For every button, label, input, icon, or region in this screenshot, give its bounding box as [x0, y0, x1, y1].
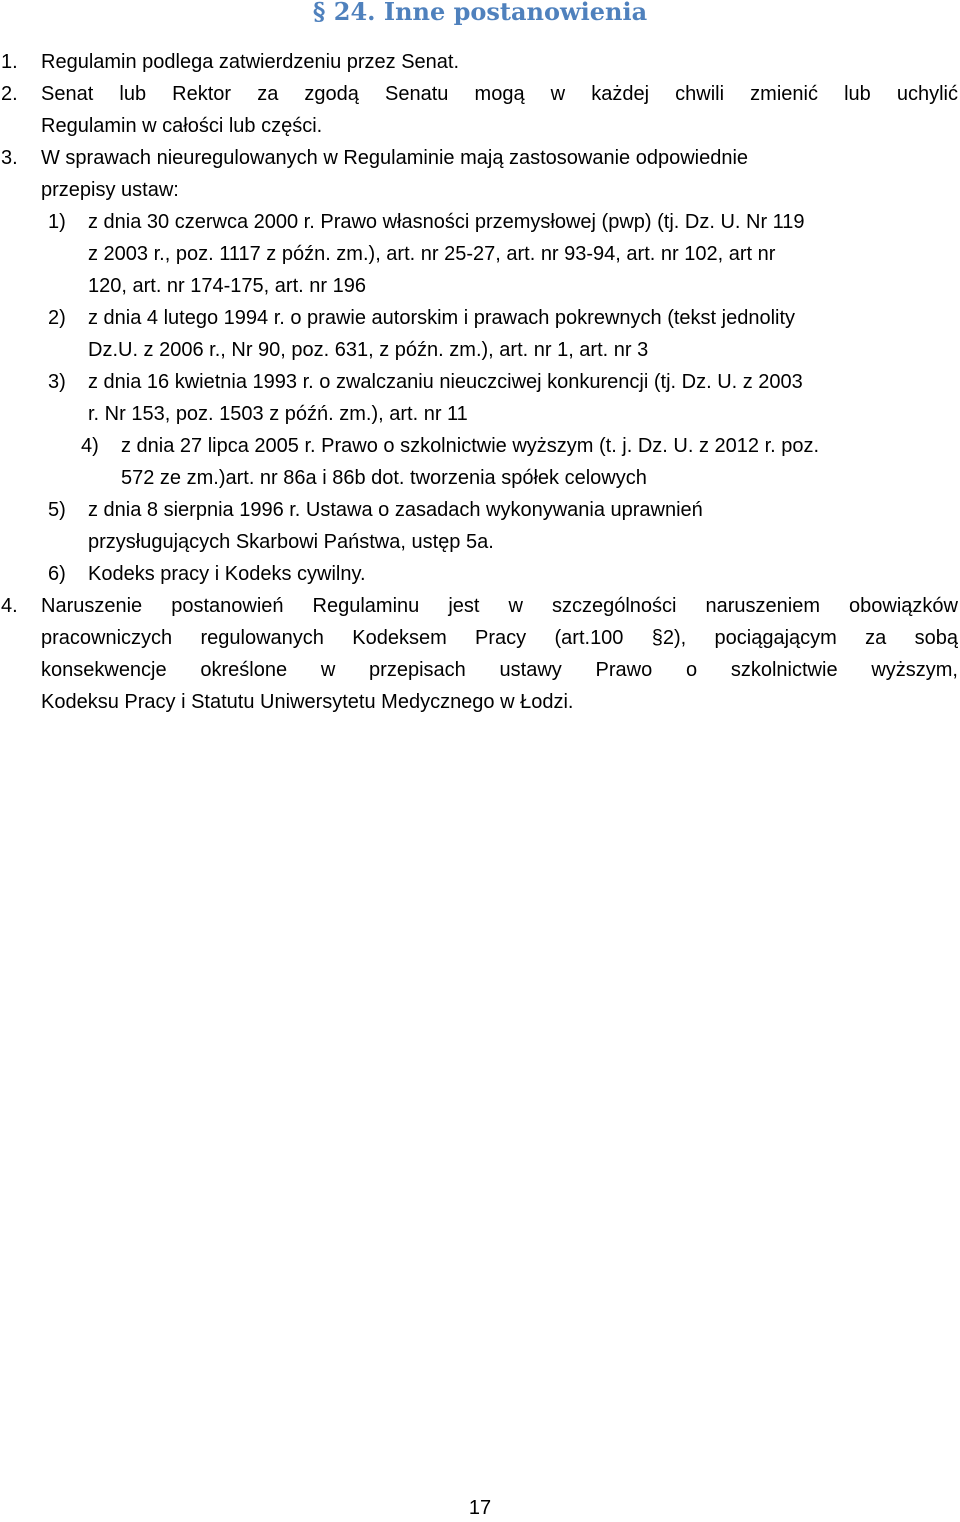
item-3-line-2: przepisy ustaw: — [41, 179, 179, 201]
section-symbol: § — [312, 0, 326, 26]
subitem-2-line-1: z dnia 4 lutego 1994 r. o prawie autorskim i prawach pokrewnych (tekst jednolity — [88, 307, 796, 329]
subitem-5-line-2: przysługujących Skarbowi Państwa, ustęp 5a. — [88, 531, 494, 553]
item-1-number: 1. — [1, 51, 18, 73]
item-4-line-4: Kodeksu Pracy i Statutu Uniwersytetu Medycznego w Łodzi. — [41, 691, 574, 713]
item-4-line-1: Naruszenie postanowień Regulaminu jest w szczególności naruszeniem obowiązków — [41, 595, 958, 617]
section-heading — [0, 0, 960, 30]
subitem-3-line-1: z dnia 16 kwietnia 1993 r. o zwalczaniu nieuczciwej konkurencji (tj. Dz. U. z 2003 — [88, 371, 803, 393]
item-2-line-1: Senat lub Rektor za zgodą Senatu mogą w każdej chwili zmienić lub uchylić — [41, 83, 958, 105]
item-2-number: 2. — [1, 83, 18, 105]
subitem-4-line-2: 572 ze zm.)art. nr 86a i 86b dot. tworzenia spółek celowych — [121, 467, 647, 489]
subitem-6-number: 6) — [48, 563, 66, 585]
item-1-line-1: Regulamin podlega zatwierdzeniu przez Senat. — [41, 51, 460, 73]
subitem-1-line-2: z 2003 r., poz. 1117 z późn. zm.), art. nr 25-27, art. nr 93-94, art. nr 102, art nr — [88, 243, 776, 265]
item-4-number: 4. — [1, 595, 18, 617]
subitem-2-number: 2) — [48, 307, 66, 329]
item-3-line-1: W sprawach nieuregulowanych w Regulaminie mają zastosowanie odpowiednie — [41, 147, 749, 169]
subitem-1-number: 1) — [48, 211, 66, 233]
item-2-line-2: Regulamin w całości lub części. — [41, 115, 323, 137]
subitem-1-line-3: 120, art. nr 174-175, art. nr 196 — [88, 275, 366, 297]
subitem-5-line-1: z dnia 8 sierpnia 1996 r. Ustawa o zasadach wykonywania uprawnień — [88, 499, 703, 521]
subitem-3-line-2: r. Nr 153, poz. 1503 z późń. zm.), art. nr 11 — [88, 403, 468, 425]
subitem-2-line-2: Dz.U. z 2006 r., Nr 90, poz. 631, z późn. zm.), art. nr 1, art. nr 3 — [88, 339, 649, 361]
subitem-5-number: 5) — [48, 499, 66, 521]
subitem-4-number: 4) — [81, 435, 99, 457]
item-3-number: 3. — [1, 147, 18, 169]
item-4-line-2: pracowniczych regulowanych Kodeksem Pracy (art.100 §2), pociągającym za sobą — [41, 627, 958, 649]
item-4-line-3: konsekwencje określone w przepisach ustawy Prawo o szkolnictwie wyższym, — [41, 659, 958, 681]
section-title: 24. Inne postanowienia — [333, 0, 648, 26]
subitem-4-line-1: z dnia 27 lipca 2005 r. Prawo o szkolnictwie wyższym (t. j. Dz. U. z 2012 r. poz. — [121, 435, 820, 457]
subitem-6-line-1: Kodeks pracy i Kodeks cywilny. — [88, 563, 366, 585]
subitem-3-number: 3) — [48, 371, 66, 393]
subitem-1-line-1: z dnia 30 czerwca 2000 r. Prawo własności przemysłowej (pwp) (tj. Dz. U. Nr 119 — [88, 211, 805, 233]
page-number: 17 — [468, 1497, 492, 1519]
